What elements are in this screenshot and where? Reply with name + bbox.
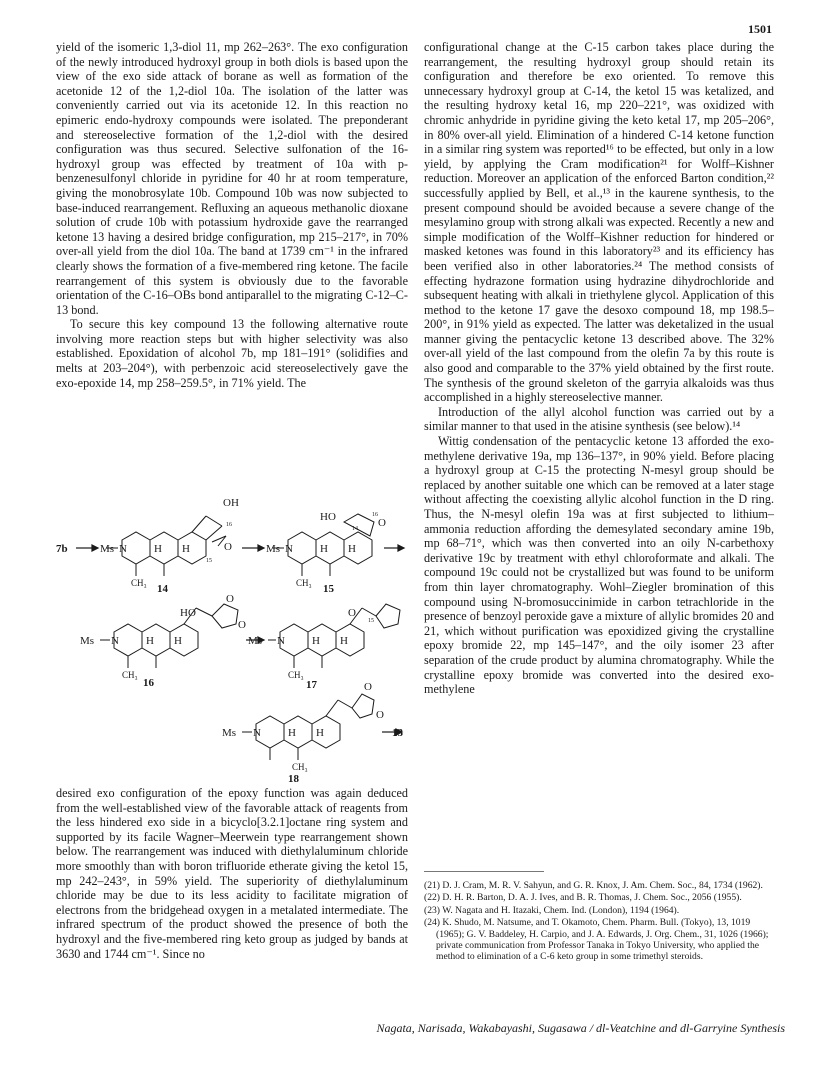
h2-label-18: H [316, 727, 324, 739]
footnote-22: (22) D. H. R. Barton, D. A. J. Ives, and B. R. Thomas, J. Chem. Soc., 2056 (1955). [424, 892, 742, 904]
label-7b: 7b [56, 543, 68, 555]
structure-16 [100, 604, 238, 668]
n-label-14: N [119, 543, 127, 555]
h2-label-16: H [174, 635, 182, 647]
final-product-label: 13 [392, 727, 403, 739]
right-paragraph-3: Wittig condensation of the pentacyclic ketone 13 afforded the exo-methylene derivative 19a, mp 136–137°, in 90% yield. Before placing a hydroxyl group at C-15 the protecting N-mesyl group should be replaced by another suitable one which can be removed at a later stage without affecting the coexisting allylic alcohol function in the D ring. Thus, the N-mesyl olefin 19a was at first subjected to lithium–ammonia reduction affording the demesylated secondary amine 19b, mp 68–71°, which was then converted into an oily N-carbethoxy derivative 19c by treatment with ethyl chloroformate and alkali. The compound 19c could not be crystallized but was found to be uniform from thin layer chromatography. Wohl–Ziegler bromination of this compound using N-bromosuccinimide in carbon tetrachloride in the presence of benzoyl peroxide gave a mixture of allylic bromides 20 and 21, which without purification was epoxidized giving the crystalline epoxy bromide 22, mp 145–147°, and the oily isomer 23 after separation of the crude product by alumina chromatography. While the crystalline epoxy bromide was converted into the desired exo-methylene [424, 434, 774, 697]
footnote-23: (23) W. Nagata and H. Itazaki, Chem. Ind. (London), 1194 (1964). [424, 904, 680, 916]
n-label-16: N [111, 635, 119, 647]
ch3-label-14: CH₃ [131, 578, 147, 588]
right-column [424, 40, 774, 697]
pos16-label-15: 16 [372, 512, 378, 518]
o-label-15: O [378, 517, 386, 529]
ms-label-15: Ms [266, 543, 281, 555]
oh-label-14: OH [223, 497, 239, 509]
ms-label-18: Ms [222, 727, 237, 739]
footnote-21: (21) D. J. Cram, M. R. V. Sahyun, and G. R. Knox, J. Am. Chem. Soc., 84, 1734 (1962). [424, 880, 763, 891]
left-paragraph-1: yield of the isomeric 1,3-diol 11, mp 262–263°. The exo configuration of the newly introduced hydroxyl group in both diols is based upon the view of the exo side attack of borane as well as formation of the acetonide 12 of the 1,2-diol 10a. The isolation of the latter was conveniently carried out via its acetonide 12. In this reaction no epimeric endo-hydroxy compounds were isolated. The preponderant and stereoselective formation of the 1,2-diol with the desired configuration was thus secured. Selective sulfonation of the 16-hydroxyl group was effected by treatment of 10a with p-benzenesulfonyl chloride in pyridine for 40 hr at room temperature, giving the monobrosylate 10b. Compound 10b was now subjected to base-induced rearrangement. Refluxing an aqueous methanolic dioxane solution of crude 10b with potassium hydroxide gave the rearranged ketone 13 having a desired bridge configuration, mp 215–217°, in 70% over-all yield from the diol 10a. The band at 1739 cm⁻¹ in the infrared clearly shows the formation of a five-membered ring ketone. The facile rearrangement of this system is obviously due to the favorable orientation of the C-16–OBs bond antiparallel to the migrating C-12–C-13 bond. [56, 40, 408, 317]
running-footer: Nagata, Narisada, Wakabayashi, Sugasawa / dl-Veatchine and dl-Garryine Synthesis [376, 1021, 785, 1035]
h2-label-15: H [348, 543, 356, 555]
h-label-14: H [154, 543, 162, 555]
h2-label-14: H [182, 543, 190, 555]
h-label-15: H [320, 543, 328, 555]
h-label-17: H [312, 635, 320, 647]
compound-label-16: 16 [143, 677, 154, 689]
left-paragraph-3: desired exo configuration of the epoxy function was again deduced from the well-established view of the favorable attack of reagents from the less hindered exo side in a bicyclo[3.2.1]octane ring system and supported by its facile Wagner–Meerwein type rearrangement shown below. The rearrangement was induced with diethylaluminum chloride more smoothly than with boron trifluoride etherate giving the ketol 15, mp 242–243°, in 59% yield. The superiority of diethylaluminum chloride may be due to its less acidity to facilitate migration of electrons from the bridgehead oxygen in a metalated intermediate. The infrared spectrum of the product showed the presence of both the hydroxyl and the five-membered ring keto group as judged by bands at 3630 and 1744 cm⁻¹. Since no [56, 786, 408, 961]
page-number: 1501 [748, 22, 772, 36]
right-paragraph-1: configurational change at the C-15 carbon takes place during the rearrangement, the resulting hydroxyl group should retain its configuration and therefore be exo oriented. To remove this unnecessary hydroxyl group at C-14, the ketol 15 was ketalized, and the resulting hydroxy ketal 16, mp 220–221°, was oxidized with chromic anhydride in pyridine giving the keto ketal 17, mp 205–206°, in 80% over-all yield. Elimination of a hindered C-14 ketone function in a similar ring system was reported¹⁶ to be effected, but only in a low yield, by applying the Cram modification²¹ for Wolff–Kishner reduction. Moreover an application of the enforced Barton condition,²² successfully applied by Bell, et al.,¹³ in the kaurene synthesis, to the present compound should be avoided because a severe change of the mesylamino group with strong alkali was expected. Recently a new and simple modification of the Wolff–Kishner reduction for hindered or masked ketones was found in this laboratory²³ and its efficiency has been verified also in other laboratories.²⁴ The method consists of effecting hydrazone formation using hydrazine dihydrochloride and subsequent heating with alkali in triethylene glycol. Application of this method to the ketone 17 gave the desoxo compound 18, mp 198.5–200°, in 91% yield as expected. The latter was deketalized in the usual manner giving the pentacyclic ketone 13 described above. The 32% over-all yield of the last compound from the olefin 7a by this route is also good and comparable to the 37% yield obtained by the first route. The synthesis of the ground skeleton of the garryia alkaloids was thus accomplished in a highly stereoselective manner. [424, 40, 774, 405]
o-label-16a: O [226, 593, 234, 605]
n-label-15: N [285, 543, 293, 555]
pos15-label-17: 15 [368, 618, 374, 624]
left-paragraph-2: To secure this key compound 13 the following alternative route involving more reaction steps but with higher selectivity was also established. Epoxidation of alcohol 7b, mp 181–191° (solidifies and melts at 203–204°), with perbenzoic acid stereoselectively gave the exo-epoxide 14, mp 258–259.5°, in 71% yield. The [56, 317, 408, 390]
left-column-continued [56, 786, 408, 961]
ho-label-16: HO [180, 607, 196, 619]
footnote-24: (24) K. Shudo, M. Natsume, and T. Okamoto, Chem. Pharm. Bull. (Tokyo), 13, 1019 (1965); G. V. Baddeley, H. Carpio, and J. A. Edwards, J. Org. Chem., 31, 1026 (1966); private communication from Professor Tanaka in Tokyo University, who applied the method to elimination of a C-6 keto group in some trimethyl steroids. [424, 917, 769, 963]
ms-label-17: Ms [248, 635, 263, 647]
h-label-16: H [146, 635, 154, 647]
structure-17 [268, 604, 400, 668]
scheme-drawing [56, 492, 408, 782]
compound-label-15: 15 [323, 583, 334, 595]
pos14-label-15: 14 [352, 526, 358, 532]
compound-label-14: 14 [157, 583, 168, 595]
o-label-17: O [348, 607, 356, 619]
ch3-label-16: CH₃ [122, 670, 138, 680]
ch3-label-18: CH₃ [292, 762, 308, 772]
ch3-label-17: CH₃ [288, 670, 304, 680]
right-paragraph-2: Introduction of the allyl alcohol function was carried out by a similar manner to that used in the atisine synthesis (see below).¹⁴ [424, 404, 774, 434]
h2-label-17: H [340, 635, 348, 647]
structure-18 [242, 694, 374, 760]
compound-label-17: 17 [306, 679, 317, 691]
n-label-17: N [277, 635, 285, 647]
h-label-18: H [288, 727, 296, 739]
ch3-label-15: CH₃ [296, 578, 312, 588]
ms-label-14: Ms [100, 543, 115, 555]
pos16-label-14: 16 [226, 522, 232, 528]
ms-label-16: Ms [80, 635, 95, 647]
footnote-rule [424, 871, 544, 872]
o-label-18b: O [376, 709, 384, 721]
pos15-label-14: 15 [206, 558, 212, 564]
compound-label-18: 18 [288, 773, 299, 782]
footnotes [424, 871, 774, 964]
n-label-18: N [253, 727, 261, 739]
o-label-16b: O [238, 619, 246, 631]
reaction-scheme [56, 492, 408, 782]
o-label-18a: O [364, 681, 372, 693]
left-column [56, 40, 408, 390]
o-label-14: O [224, 541, 232, 553]
ho-label-15: HO [320, 511, 336, 523]
